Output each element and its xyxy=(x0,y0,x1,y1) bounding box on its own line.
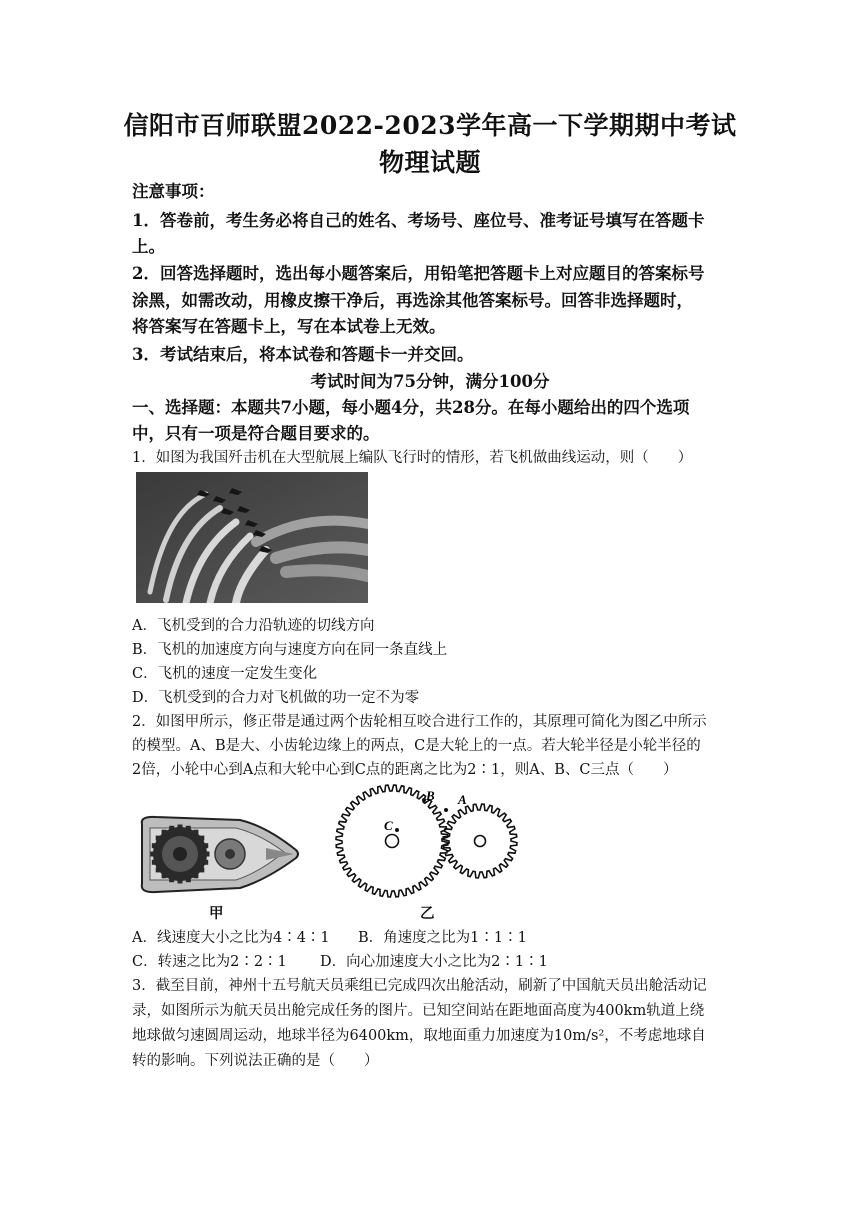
section-heading-line-1: 一、选择题：本题共7小题，每小题4分，共28分。在每小题给出的四个选项 xyxy=(132,398,690,417)
question-1-option-a: A．飞机受到的合力沿轨迹的切线方向 xyxy=(132,618,375,634)
tape-gear-tooth xyxy=(203,843,208,848)
exam-title: 信阳市百师联盟2022-2023学年高一下学期期中考试 xyxy=(123,111,737,140)
gear-model-figure xyxy=(330,784,526,904)
section-heading-line-2: 中，只有一项是符合题目要求的。 xyxy=(132,424,380,443)
figure-label-yi: 乙 xyxy=(420,906,435,922)
notice-item-1-line-2: 上。 xyxy=(132,237,165,256)
correction-tape-image xyxy=(136,814,302,896)
question-2-stem-line-1: 2．如图甲所示，修正带是通过两个齿轮相互咬合进行工作的，其原理可简化为图乙中所示 xyxy=(132,714,707,730)
small-gear-outline xyxy=(443,804,517,878)
notice-item-1-line-1: 1．答卷前，考生务必将自己的姓名、考场号、座位号、准考证号填写在答题卡 xyxy=(132,211,705,230)
notice-item-3: 3．考试结束后，将本试卷和答题卡一并交回。 xyxy=(132,345,474,364)
tape-gear-tooth xyxy=(152,843,157,848)
tape-gear-tooth xyxy=(199,836,204,841)
small-gear-center xyxy=(475,836,486,847)
tape-gear-tooth xyxy=(205,852,210,857)
question-3-line-2: 录，如图所示为航天员出舱完成任务的图片。已知空间站在距地面高度为400km轨道上绕 xyxy=(132,1003,705,1019)
gear-model-diagram xyxy=(330,784,526,904)
small-gear xyxy=(443,804,517,878)
point-a-label: A xyxy=(458,792,467,807)
question-2-option-c: C．转速之比为2∶2∶1 xyxy=(132,954,287,970)
notice-item-2-line-2: 涂黑，如需改动，用橡皮擦干净后，再选涂其他答案标号。回答非选择题时， xyxy=(132,291,693,310)
question-2-option-b: B．角速度之比为1∶1∶1 xyxy=(358,930,527,946)
large-gear-center xyxy=(386,835,399,848)
question-2-stem-line-3: 2倍，小轮中心到A点和大轮中心到C点的距离之比为2∶1，则A、B、C三点（ ） xyxy=(132,762,678,778)
exam-subtitle: 物理试题 xyxy=(378,148,481,177)
tape-gear-tooth xyxy=(186,877,191,882)
point-c-label: C xyxy=(384,818,393,833)
question-1-stem: 1．如图为我国歼击机在大型航展上编队飞行时的情形，若飞机做曲线运动，则（ ） xyxy=(132,450,693,466)
tape-gear-tooth xyxy=(162,873,167,878)
question-2-option-a: A．线速度大小之比为4∶4∶1 xyxy=(132,930,330,946)
tape-gear-tooth xyxy=(178,879,183,884)
jet-formation-photo xyxy=(136,472,368,603)
point-a-dot xyxy=(444,808,448,812)
notice-item-2-line-1: 2．回答选择题时，选出每小题答案后，用铅笔把答题卡上对应题目的答案标号 xyxy=(132,264,705,283)
point-b-label: B xyxy=(426,788,435,803)
question-1-option-c: C．飞机的速度一定发生变化 xyxy=(132,666,318,682)
question-3-line-1: 3．截至目前，神州十五号航天员乘组已完成四次出舱活动，刷新了中国航天员出舱活动记 xyxy=(132,978,707,994)
tape-gear-tooth xyxy=(169,826,174,831)
tape-gear-tooth xyxy=(156,836,161,841)
question-3-line-3: 地球做匀速圆周运动，地球半径为6400km，取地面重力加速度为10m/s²，不考虑地球自 xyxy=(132,1028,706,1044)
tape-gear-tooth xyxy=(156,867,161,872)
question-2-stem-line-2: 的模型。A、B是大、小齿轮边缘上的两点，C是大轮上的一点。若大轮半径是小轮半径的 xyxy=(132,738,701,754)
tape-gear-tooth xyxy=(203,860,208,865)
tape-gear-tooth xyxy=(151,852,156,857)
notice-heading: 注意事项： xyxy=(132,182,215,201)
point-c-dot xyxy=(395,828,399,832)
tape-gear-tooth xyxy=(178,825,183,830)
question-2-option-d: D．向心加速度大小之比为2∶1∶1 xyxy=(320,954,548,970)
question-1-option-b: B．飞机的加速度方向与速度方向在同一条直线上 xyxy=(132,642,448,658)
notice-item-2-line-3: 将答案写在答题卡上，写在本试卷上无效。 xyxy=(132,317,446,336)
tape-gear-tooth xyxy=(186,826,191,831)
tape-gear-tooth xyxy=(162,830,167,835)
question-3-line-4: 转的影响。下列说法正确的是（ ） xyxy=(132,1053,379,1069)
tape-gear-tooth xyxy=(199,867,204,872)
tape-gear-tooth xyxy=(152,860,157,865)
exam-time-info: 考试时间为75分钟，满分100分 xyxy=(310,372,550,391)
figure-label-jia: 甲 xyxy=(209,906,224,922)
jet-formation-image xyxy=(136,472,368,603)
tape-gear-tooth xyxy=(193,830,198,835)
correction-tape-figure xyxy=(136,814,302,896)
tape-gear-tooth xyxy=(193,873,198,878)
question-1-option-d: D．飞机受到的合力对飞机做的功一定不为零 xyxy=(132,690,420,706)
tape-gear-tooth xyxy=(169,877,174,882)
